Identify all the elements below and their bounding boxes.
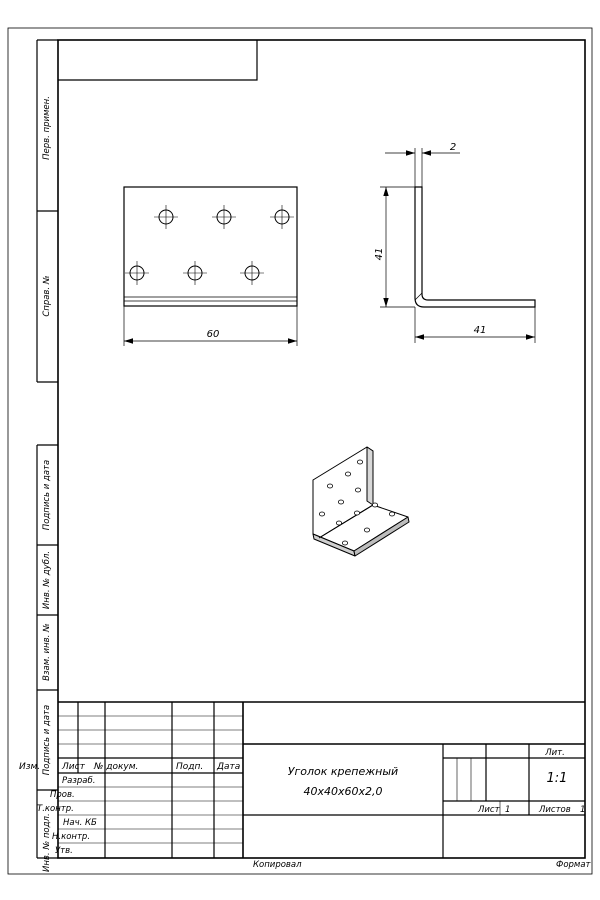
side-label-inv-dubl: Инв. № дубл. [42,550,52,610]
isometric-hole [389,512,394,516]
sheets-label: Листов [539,805,571,815]
side-view-profile [415,187,535,307]
footer-format: Формат [556,860,591,870]
sheet-value: 1 [505,805,511,815]
header-data: Дата [217,762,241,772]
thickness-dimension [385,148,460,187]
side-label-podpis-data-1: Подпись и дата [42,459,52,531]
side-label-vzam-inv: Взам. инв. № [42,623,52,681]
side-labels [42,96,52,872]
front-hole [125,261,149,285]
title-block-headers [19,762,240,772]
side-label-inv-podl: Инв. № подл. [42,813,52,872]
side-label-perv-primen: Перв. примен. [42,96,52,160]
side-label-sprav-no: Справ. № [42,275,52,317]
isometric-hole [342,541,347,545]
drawing-frame [58,40,585,858]
isometric-hole [319,512,324,516]
side-view [415,187,535,307]
front-view-holes [125,205,294,285]
role-utv: Утв. [55,846,73,856]
isometric-hole [345,472,350,476]
product-name-line2: 40х40х60х2,0 [303,785,383,798]
side-label-podpis-data-2: Подпись и дата [42,704,52,776]
header-izm: Изм. [19,762,41,772]
role-razrab: Разраб. [62,776,96,786]
front-hole [240,261,264,285]
front-width-value: 60 [206,329,220,340]
isometric-hole [372,503,377,507]
front-hole [154,205,178,229]
role-nach-kb: Нач. КБ [63,818,97,828]
sheets-value: 1 [580,805,586,815]
front-hole [270,205,294,229]
role-n-kontr: Н.контр. [52,832,91,842]
isometric-hole [354,511,359,515]
front-view-outline [124,187,297,306]
side-height-value: 41 [374,247,385,261]
role-prov: Пров. [50,790,75,800]
title-block-lines [58,702,585,858]
isometric-hole [357,460,362,464]
top-left-box [58,40,257,80]
isometric-hole [327,484,332,488]
front-hole [212,205,236,229]
front-view [124,187,297,306]
isometric-hole [364,528,369,532]
sheet-outer-border [8,28,592,874]
front-hole [183,261,207,285]
isometric-hole [338,500,343,504]
side-leg-value: 41 [473,325,487,336]
front-width-dimension [124,306,297,346]
role-t-kontr: Т.контр. [37,804,74,814]
header-podp: Подп. [176,762,204,772]
product-name-line1: Уголок крепежный [287,765,399,778]
isometric-hole [355,488,360,492]
lit-label: Лит. [545,748,565,758]
scale-value: 1:1 [546,771,568,786]
isometric-hole [336,521,341,525]
thickness-value: 2 [449,142,457,153]
side-height-dimension [380,187,415,307]
header-no-dokum: № докум. [94,762,139,772]
header-list: Лист [62,762,85,772]
footer-copied: Копировал [253,860,302,870]
sheet-label: Лист [478,805,500,815]
